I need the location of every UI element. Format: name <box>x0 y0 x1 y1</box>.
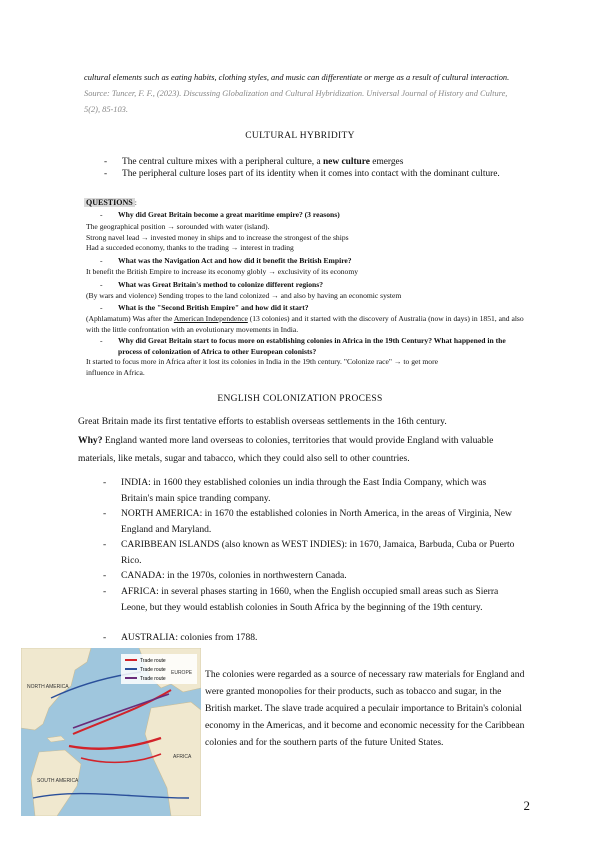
questions-label: QUESTIONS : <box>86 198 137 207</box>
colonization-heading: ENGLISH COLONIZATION PROCESS <box>217 394 383 404</box>
hybridity-bullet-1: - The central culture mixes with a peripheral culture, a new culture emerges <box>104 157 404 167</box>
label-africa: AFRICA <box>173 754 192 760</box>
trade-routes-map <box>21 648 201 816</box>
label-north-america: NORTH AMERICA <box>27 684 69 690</box>
question-1: - Why did Great Britain become a great maritime empire? (3 reasons) <box>100 210 340 219</box>
hybridity-bullet-2: - The peripheral culture loses part of its identity when it comes into contact with the dominant culture. <box>104 169 500 179</box>
question-3: - What was Great Britain's method to colonize different regions? <box>100 280 324 289</box>
answer-1: The geographical position → sorounded with water (island). Strong navel lead → invested money in ships and to increase the strongest of the ships Had a succeded economy, thanks to the trading → interest in trading <box>86 222 349 253</box>
colony-item-india: - INDIA: in 1600 they established colonies un india through the East India Company, which was Britain's main spice tranding company. <box>103 477 487 504</box>
legend-item-2: Trade route <box>140 667 166 673</box>
colony-item-africa: - AFRICA: in several phases starting in 1660, when the English occupied small areas such as Sierra Leone, but they would establish colonies in South Africa by the beginning of the 19th century. <box>103 586 499 613</box>
question-2: - What was the Navigation Act and how did it benefit the British Empire? <box>100 256 352 265</box>
colony-item-canada: - CANADA: in the 1970s, colonies in northwestern Canada. <box>103 570 347 581</box>
legend-item-1: Trade route <box>140 658 166 664</box>
legend-item-3: Trade route <box>140 676 166 682</box>
question-5: - Why did Great Britain start to focus more on establishing colonies in Africa in the 19th Century? What happened in the process of colonization of Africa to other European colonists? <box>100 336 506 356</box>
intro-text: cultural elements such as eating habits, clothing styles, and music can differentiate or merge as a result of cultural interaction. <box>84 73 510 82</box>
colonization-para-2: Why? England wanted more land overseas to colonies, territories that would provide England with valuable materials, like metals, sugar and tabacco, which they could also sell to other countries. <box>78 435 494 464</box>
label-europe: EUROPE <box>171 670 193 676</box>
trade-routes-map-graphic <box>21 648 201 816</box>
question-4: - What is the "Second British Empire" and how did it start? <box>100 303 309 312</box>
intro-citation: Source: Tuncer, F. F., (2023). Discussing Globalization and Cultural Hybridization. Universal Journal of History and Culture, 5(2), 85-103. <box>84 89 508 114</box>
answer-2: It benefit the British Empire to increase its economy globly → exclusivity of its economy <box>86 267 359 276</box>
colony-item-caribbean: - CARIBBEAN ISLANDS (also known as WEST INDIES): in 1670, Jamaica, Barbuda, Cuba or Puerto Rico. <box>103 539 515 566</box>
cultural-hybridity-heading: CULTURAL HYBRIDITY <box>245 131 355 141</box>
colonization-para-1: Great Britain made its first tentative efforts to establish overseas settlements in the 16th century. <box>78 416 447 427</box>
page-number: 2 <box>523 798 530 813</box>
answer-3: (By wars and violence) Sending tropes to the land colonized → and also by having an economic system <box>86 291 402 300</box>
answer-5: It started to focus more in Africa after it lost its colonies in India in the 19th century. "Colonize race" → to get more influence in Africa. <box>86 357 438 377</box>
colony-item-australia: - AUSTRALIA: colonies from 1788. <box>103 632 258 643</box>
label-south-america: SOUTH AMERICA <box>37 778 79 784</box>
colony-item-north-america: - NORTH AMERICA: in 1670 the established colonies in North America, in the areas of Virginia, New England and Maryland. <box>103 508 512 535</box>
closing-paragraph: The colonies were regarded as a source of necessary raw materials for England and were granted monopolies for their products, such as tobacco and sugar, in the British market. The slave trade acquired a peculair importance to Britain's colonial economy in the Americas, and it become and economic necessity for the Caribbean colonies and for the southern parts of the future United States. <box>205 669 525 748</box>
intro-paragraph <box>84 70 524 118</box>
answer-4: (Aphlamatum) Was after the American Independence (13 colonies) and it started with the discovery of Australia (now in days) in 1851, and also with the little confrontation with an evolutionary movements in India. <box>86 314 524 334</box>
